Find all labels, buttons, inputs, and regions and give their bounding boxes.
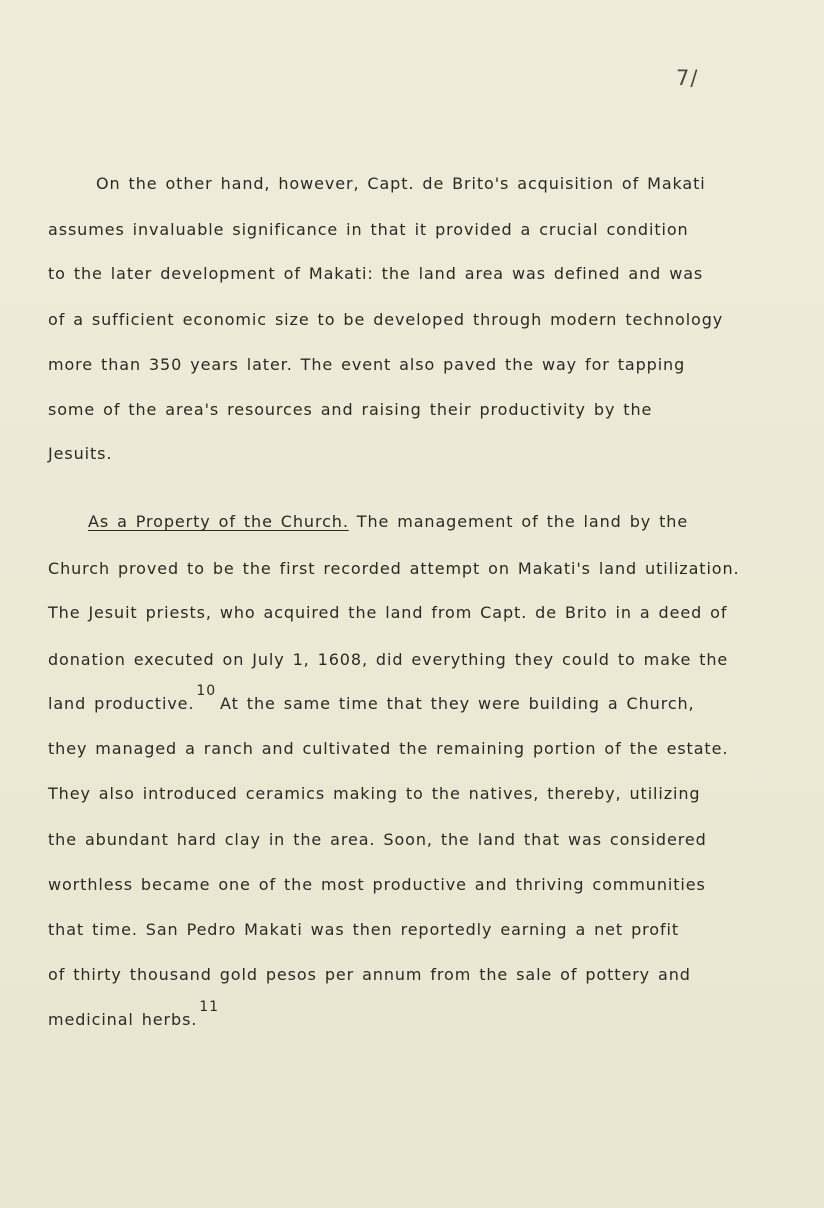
paragraph-2-line-6: they managed a ranch and cultivated the remaining portion of the estate.	[48, 739, 729, 758]
paragraph-2-line-4: donation executed on July 1, 1608, did everything they could to make the	[48, 650, 729, 669]
paragraph-1-line-7: Jesuits.	[48, 444, 113, 463]
footnote-marker-11: 11	[199, 999, 219, 1015]
paragraph-1-line-5: more than 350 years later. The event also paved the way for tapping	[48, 355, 686, 374]
paragraph-1-line-2: assumes invaluable significance in that it provided a crucial condition	[48, 220, 689, 239]
paragraph-2-line-10: that time. San Pedro Makati was then reportedly earning a net profit	[48, 920, 680, 939]
paragraph-1-line-6: some of the area's resources and raising their productivity by the	[48, 400, 653, 419]
paragraph-2-line-5	[48, 683, 695, 715]
paragraph-2-line-12	[48, 999, 223, 1031]
paragraph-2-line-9: worthless became one of the most productive and thriving communities	[48, 875, 706, 894]
footnote-marker-10: 10	[196, 683, 217, 699]
paragraph-2-line-3: The Jesuit priests, who acquired the land from Capt. de Brito in a deed of	[48, 603, 728, 622]
paragraph-1-line-4: of a sufficient economic size to be developed through modern technology	[48, 310, 724, 329]
paragraph-2-line-2: Church proved to be the first recorded attempt on Makati's land utilization.	[48, 559, 740, 578]
paragraph-2-line-1-text: The management of the land by the	[348, 512, 689, 531]
paragraph-2-line-12-pre: medicinal herbs.	[48, 1010, 198, 1029]
paragraph-1-line-1: On the other hand, however, Capt. de Brito's acquisition of Makati	[96, 174, 706, 193]
paragraph-2-line-5-post: At the same time that they were building a Church,	[220, 694, 695, 713]
paragraph-2-line-8: the abundant hard clay in the area. Soon, the land that was considered	[48, 830, 707, 849]
page-number: 7/	[676, 66, 699, 90]
paragraph-2-line-7: They also introduced ceramics making to the natives, thereby, utilizing	[48, 784, 701, 803]
paragraph-2-line-1	[88, 512, 688, 532]
paragraph-2-line-11: of thirty thousand gold pesos per annum from the sale of pottery and	[48, 965, 691, 984]
paragraph-1-line-3: to the later development of Makati: the land area was defined and was	[48, 264, 704, 283]
paragraph-2-line-5-pre: land productive.	[48, 694, 195, 713]
section-heading: As a Property of the Church.	[88, 512, 349, 531]
